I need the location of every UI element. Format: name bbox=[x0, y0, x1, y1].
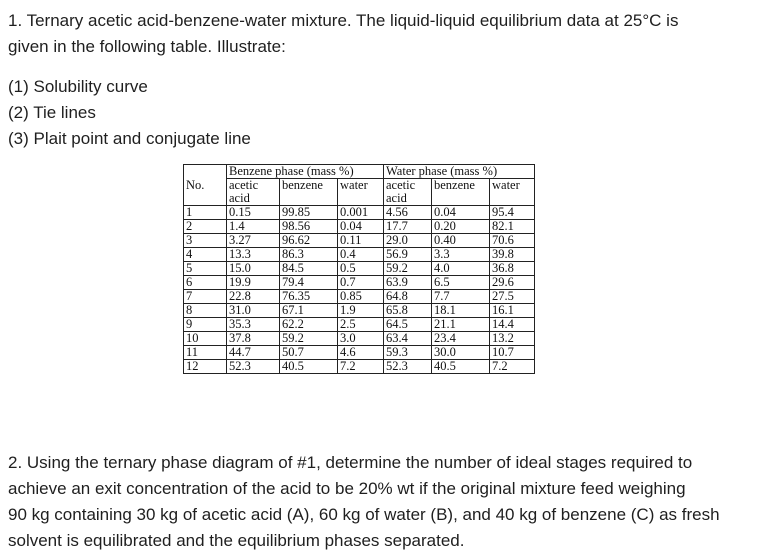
row-number: 11 bbox=[184, 346, 227, 360]
table-cell: 76.35 bbox=[280, 290, 338, 304]
row-number: 9 bbox=[184, 318, 227, 332]
row-number: 2 bbox=[184, 220, 227, 234]
table-cell: 4.56 bbox=[384, 206, 432, 220]
header-benzene-water-phase: benzene bbox=[432, 179, 490, 206]
question-1-title: 1. Ternary acetic acid-benzene-water mixture. The liquid-liquid equilibrium data at 25°C is bbox=[8, 11, 679, 30]
table-cell: 22.8 bbox=[227, 290, 280, 304]
table-cell: 56.9 bbox=[384, 248, 432, 262]
header-water-water-phase: water bbox=[490, 179, 535, 206]
table-cell: 64.8 bbox=[384, 290, 432, 304]
table-cell: 31.0 bbox=[227, 304, 280, 318]
table-cell: 59.3 bbox=[384, 346, 432, 360]
table-cell: 0.20 bbox=[432, 220, 490, 234]
table-cell: 23.4 bbox=[432, 332, 490, 346]
table-cell: 19.9 bbox=[227, 276, 280, 290]
question-2-line-2: achieve an exit concentration of the acid to be 20% wt if the original mixture feed weighing bbox=[8, 479, 686, 498]
table-cell: 0.5 bbox=[338, 262, 384, 276]
table-cell: 10.7 bbox=[490, 346, 535, 360]
table-cell: 0.11 bbox=[338, 234, 384, 248]
table-cell: 18.1 bbox=[432, 304, 490, 318]
item-tie-lines: (2) Tie lines bbox=[8, 103, 96, 122]
table-cell: 40.5 bbox=[432, 360, 490, 374]
table-cell: 63.9 bbox=[384, 276, 432, 290]
table-cell: 7.2 bbox=[338, 360, 384, 374]
row-number: 4 bbox=[184, 248, 227, 262]
table-cell: 50.7 bbox=[280, 346, 338, 360]
table-cell: 6.5 bbox=[432, 276, 490, 290]
question-2-line-3: 90 kg containing 30 kg of acetic acid (A), 60 kg of water (B), and 40 kg of benzene (C) as fresh bbox=[8, 505, 720, 524]
table-cell: 67.1 bbox=[280, 304, 338, 318]
table-header-row bbox=[184, 165, 535, 179]
table-row bbox=[184, 262, 535, 276]
table-cell: 1.4 bbox=[227, 220, 280, 234]
table-row bbox=[184, 220, 535, 234]
table-cell: 99.85 bbox=[280, 206, 338, 220]
table-cell: 0.04 bbox=[338, 220, 384, 234]
table-cell: 62.2 bbox=[280, 318, 338, 332]
table-row bbox=[184, 360, 535, 374]
table-cell: 96.62 bbox=[280, 234, 338, 248]
table-cell: 14.4 bbox=[490, 318, 535, 332]
table-cell: 70.6 bbox=[490, 234, 535, 248]
question-1-title-continued: given in the following table. Illustrate: bbox=[8, 37, 286, 56]
row-number: 8 bbox=[184, 304, 227, 318]
table-cell: 30.0 bbox=[432, 346, 490, 360]
table-row bbox=[184, 318, 535, 332]
table-cell: 98.56 bbox=[280, 220, 338, 234]
table-cell: 13.2 bbox=[490, 332, 535, 346]
header-water-benzene-phase: water bbox=[338, 179, 384, 206]
table-cell: 95.4 bbox=[490, 206, 535, 220]
table-cell: 0.7 bbox=[338, 276, 384, 290]
water-phase-header: Water phase (mass %) bbox=[384, 165, 535, 179]
table-cell: 36.8 bbox=[490, 262, 535, 276]
row-number: 5 bbox=[184, 262, 227, 276]
question-2-line-4: solvent is equilibrated and the equilibrium phases separated. bbox=[8, 531, 465, 550]
table-cell: 0.15 bbox=[227, 206, 280, 220]
no-header: No. bbox=[184, 165, 227, 206]
table-cell: 3.27 bbox=[227, 234, 280, 248]
table-cell: 17.7 bbox=[384, 220, 432, 234]
table-cell: 79.4 bbox=[280, 276, 338, 290]
table-cell: 3.0 bbox=[338, 332, 384, 346]
table-cell: 0.85 bbox=[338, 290, 384, 304]
table-cell: 37.8 bbox=[227, 332, 280, 346]
row-number: 10 bbox=[184, 332, 227, 346]
table-row bbox=[184, 346, 535, 360]
row-number: 1 bbox=[184, 206, 227, 220]
table-cell: 63.4 bbox=[384, 332, 432, 346]
table-cell: 21.1 bbox=[432, 318, 490, 332]
table-row bbox=[184, 206, 535, 220]
table-cell: 52.3 bbox=[384, 360, 432, 374]
table-cell: 82.1 bbox=[490, 220, 535, 234]
table-cell: 4.6 bbox=[338, 346, 384, 360]
table-cell: 0.40 bbox=[432, 234, 490, 248]
row-number: 12 bbox=[184, 360, 227, 374]
table-cell: 59.2 bbox=[280, 332, 338, 346]
table-cell: 52.3 bbox=[227, 360, 280, 374]
table-cell: 64.5 bbox=[384, 318, 432, 332]
benzene-phase-header: Benzene phase (mass %) bbox=[227, 165, 384, 179]
table-cell: 86.3 bbox=[280, 248, 338, 262]
header-benzene-benzene-phase: benzene bbox=[280, 179, 338, 206]
table-cell: 44.7 bbox=[227, 346, 280, 360]
table-cell: 29.6 bbox=[490, 276, 535, 290]
table-cell: 0.001 bbox=[338, 206, 384, 220]
header-acetic-acid-benzene-phase: acetic acid bbox=[227, 179, 280, 206]
table-row bbox=[184, 276, 535, 290]
table-cell: 35.3 bbox=[227, 318, 280, 332]
table-cell: 39.8 bbox=[490, 248, 535, 262]
item-plait-point: (3) Plait point and conjugate line bbox=[8, 129, 251, 148]
row-number: 6 bbox=[184, 276, 227, 290]
table-row bbox=[184, 248, 535, 262]
table-cell: 84.5 bbox=[280, 262, 338, 276]
item-solubility-curve: (1) Solubility curve bbox=[8, 77, 148, 96]
table-row bbox=[184, 290, 535, 304]
table-cell: 15.0 bbox=[227, 262, 280, 276]
table-cell: 13.3 bbox=[227, 248, 280, 262]
table-cell: 2.5 bbox=[338, 318, 384, 332]
table-row bbox=[184, 234, 535, 248]
table-cell: 0.04 bbox=[432, 206, 490, 220]
table-cell: 3.3 bbox=[432, 248, 490, 262]
table-cell: 7.2 bbox=[490, 360, 535, 374]
table-cell: 65.8 bbox=[384, 304, 432, 318]
table-cell: 59.2 bbox=[384, 262, 432, 276]
table-cell: 16.1 bbox=[490, 304, 535, 318]
header-acetic-acid-water-phase: acetic acid bbox=[384, 179, 432, 206]
equilibrium-data-table bbox=[183, 164, 535, 374]
table-cell: 27.5 bbox=[490, 290, 535, 304]
table-cell: 1.9 bbox=[338, 304, 384, 318]
row-number: 7 bbox=[184, 290, 227, 304]
table-cell: 7.7 bbox=[432, 290, 490, 304]
question-2-line-1: 2. Using the ternary phase diagram of #1, determine the number of ideal stages required to bbox=[8, 453, 693, 472]
table-cell: 4.0 bbox=[432, 262, 490, 276]
table-row bbox=[184, 332, 535, 346]
table-row bbox=[184, 304, 535, 318]
row-number: 3 bbox=[184, 234, 227, 248]
table-cell: 40.5 bbox=[280, 360, 338, 374]
table-cell: 29.0 bbox=[384, 234, 432, 248]
table-cell: 0.4 bbox=[338, 248, 384, 262]
